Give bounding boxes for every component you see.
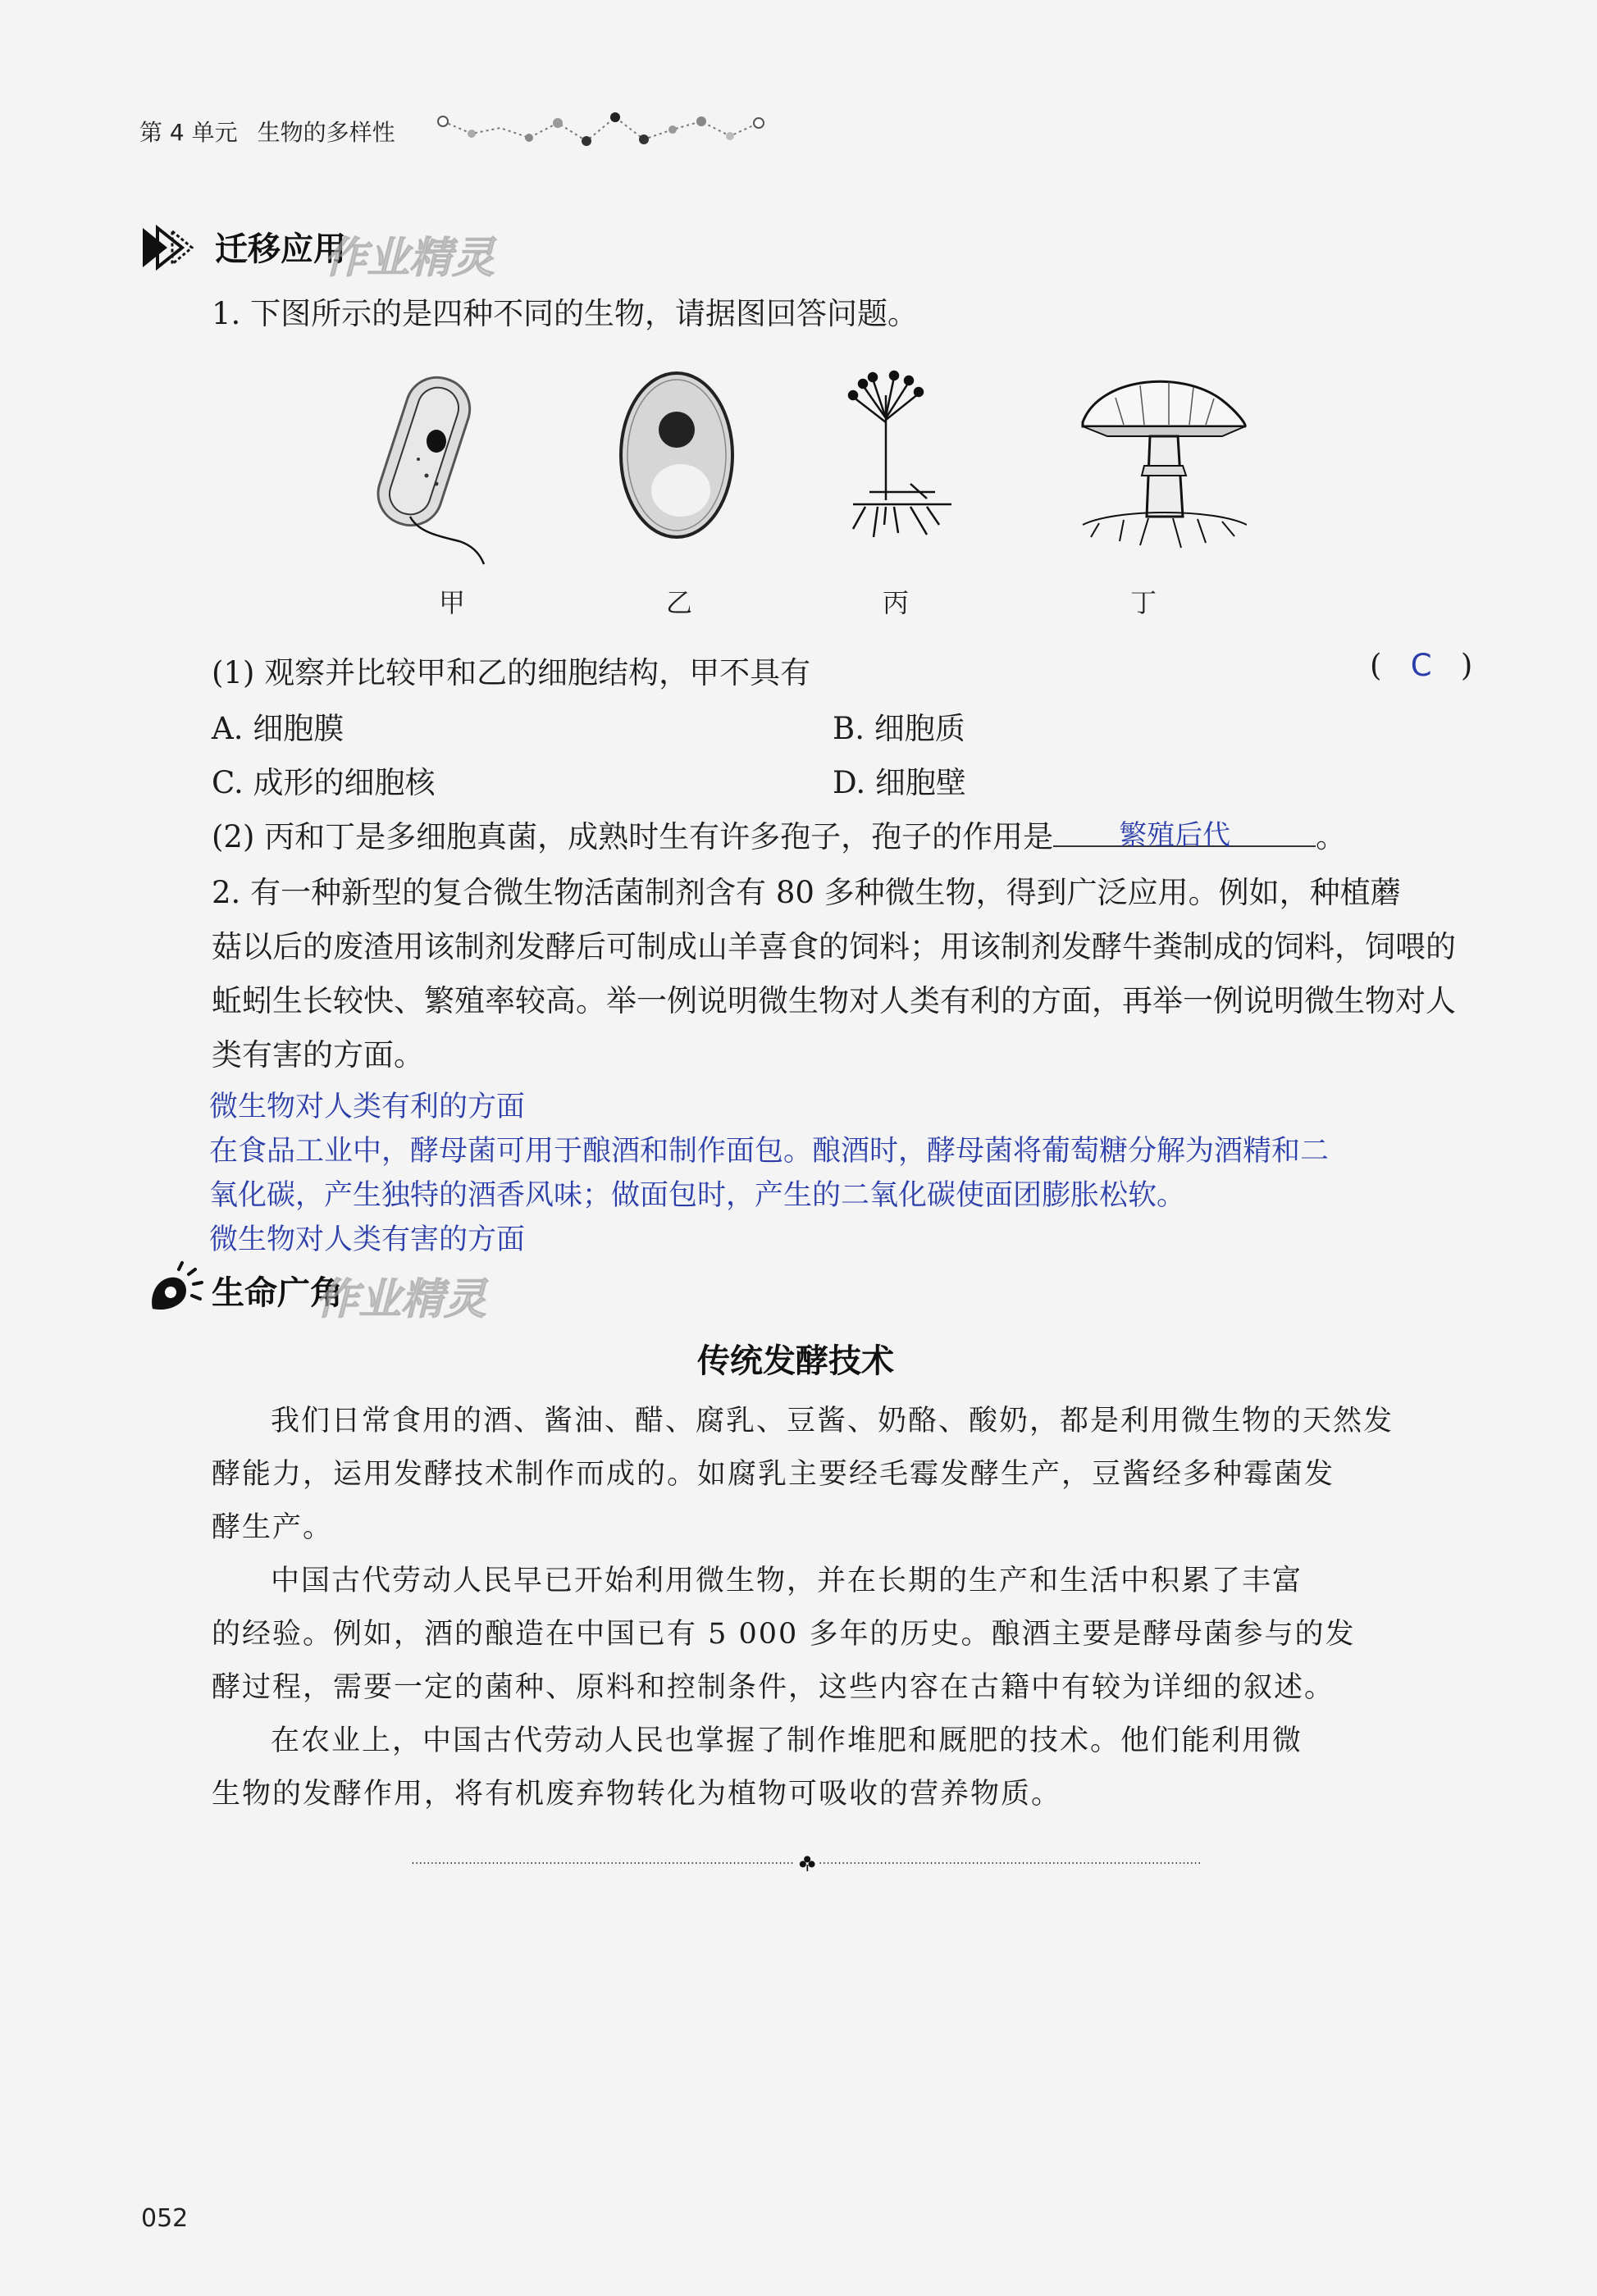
- q2-line-1: 2. 有一种新型的复合微生物活菌制剂含有 80 多种微生物，得到广泛应用。例如，种植蘑: [212, 875, 1401, 910]
- reading-p1-l1: 我们日常食用的酒、酱油、醋、腐乳、豆酱、奶酪、酸奶，都是利用微生物的天然发: [271, 1405, 1394, 1437]
- reading-p3-l1: 在农业上，中国古代劳动人民也掌握了制作堆肥和厩肥的技术。他们能利用微: [271, 1724, 1303, 1757]
- figure-label-yi: 乙: [666, 587, 693, 618]
- figure-label-ding: 丁: [1130, 587, 1157, 618]
- q1-sub2-answer: 繁殖后代: [1119, 819, 1231, 852]
- q1-sub1-answer: C: [1410, 648, 1432, 683]
- q1-sub2-end: 。: [1316, 819, 1347, 854]
- q1-sub1: (1) 观察并比较甲和乙的细胞结构，甲不具有: [212, 655, 811, 690]
- reading-p1-l3: 酵生产。: [212, 1511, 334, 1544]
- q1-sub2-blank: [1053, 819, 1316, 852]
- q1-sub2-text: (2) 丙和丁是多细胞真菌，成熟时生有许多孢子，孢子的作用是: [212, 819, 1054, 854]
- header-decoration-icon: [435, 105, 779, 154]
- q2-line-4: 类有害的方面。: [212, 1037, 424, 1073]
- q1-stem: 1. 下图所示的是四种不同的生物，请据图回答问题。: [212, 296, 919, 331]
- page-header: [139, 115, 395, 148]
- reading-p2-l1: 中国古代劳动人民早已开始利用微生物，并在长期的生产和生活中积累了丰富: [271, 1565, 1303, 1597]
- bacterium-icon: [370, 369, 484, 564]
- mushroom-icon: [1083, 381, 1247, 548]
- figure-label-jia: 甲: [439, 587, 466, 618]
- q2-answer-2: 在食品工业中，酵母菌可用于酿酒和制作面包。酿酒时，酵母菌将葡萄糖分解为酒精和二: [209, 1135, 1330, 1168]
- option-d: D. 细胞壁: [833, 765, 966, 800]
- option-c: C. 成形的细胞核: [212, 765, 436, 800]
- section-arrow-icon: [139, 223, 197, 272]
- reading-p3-l2: 生物的发酵作用，将有机废弃物转化为植物可吸收的营养物质。: [212, 1778, 1062, 1811]
- answer-bracket: ( C ): [1370, 648, 1473, 683]
- section-title-transfer: 迁移应用: [215, 230, 346, 268]
- reading-title: 传统发酵技术: [697, 1342, 894, 1380]
- watermark: 作业精灵: [316, 1275, 487, 1324]
- mold-icon: [849, 371, 951, 537]
- reading-p2-l3: 酵过程，需要一定的菌种、原料和控制条件，这些内容在古籍中有较为详细的叙述。: [212, 1671, 1335, 1704]
- reading-p1-l2: 酵能力，运用发酵技术制作而成的。如腐乳主要经毛霉发酵生产，豆酱经多种霉菌发: [212, 1458, 1335, 1491]
- q2-answer-3: 氧化碳，产生独特的酒香风味；做面包时，产生的二氧化碳使面团膨胀松软。: [209, 1179, 1186, 1212]
- yeast-cell-icon: [621, 373, 732, 537]
- q2-line-3: 蚯蚓生长较快、繁殖率较高。举一例说明微生物对人类有利的方面，再举一例说明微生物对人: [212, 983, 1456, 1018]
- figure-label-bing: 丙: [883, 587, 910, 618]
- q2-line-2: 菇以后的废渣用该制剂发酵后可制成山羊喜食的饲料；用该制剂发酵牛粪制成的饲料，饲喂的: [212, 929, 1456, 964]
- organism-figure: [361, 361, 1247, 574]
- dotted-divider: [215, 1855, 1400, 1871]
- unit-label: 第 4 单元: [139, 119, 238, 146]
- q2-answer-4: 微生物对人类有害的方面: [209, 1223, 526, 1256]
- q1-sub2: [212, 812, 1346, 856]
- reading-p2-l2: 的经验。例如，酒的酿造在中国已有 5 000 多年的历史。酿酒主要是酵母菌参与的发: [212, 1618, 1356, 1651]
- page-number: 052: [141, 2204, 189, 2233]
- lightbulb-icon: [146, 1261, 203, 1319]
- option-a: A. 细胞膜: [212, 711, 344, 746]
- watermark: 作业精灵: [324, 234, 495, 283]
- clover-icon: [800, 1856, 815, 1871]
- q2-answer-1: 微生物对人类有利的方面: [209, 1091, 526, 1123]
- option-b: B. 细胞质: [833, 711, 965, 746]
- unit-title: 生物的多样性: [257, 119, 395, 146]
- section-title-life: 生命广角: [212, 1274, 343, 1312]
